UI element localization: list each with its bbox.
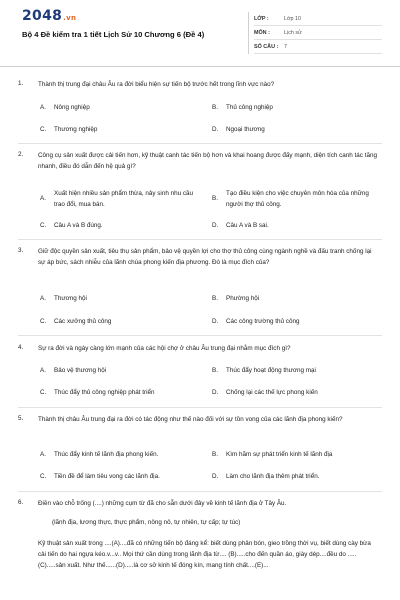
site-logo[interactable]: [22, 8, 76, 24]
question-divider: [18, 335, 382, 336]
option-letter: D.: [212, 318, 219, 325]
question-text: Giữ độc quyền sản xuất, tiêu thụ sản phẩm, bảo vệ quyền lợi cho thợ thủ công cùng ngành nghề và đấu tranh chống lại sự áp bức, sách nhiễu của lãnh chúa phong kiến địa phương. Đó là mục đích của?: [38, 248, 372, 266]
question-number: 2.: [18, 151, 24, 158]
logo-text: 2048: [22, 8, 63, 24]
option-letter: A.: [40, 295, 46, 302]
question-number: 3.: [18, 247, 24, 254]
page-title: Bộ 4 Đề kiểm tra 1 tiết Lịch Sử 10 Chương 6 (Đề 4): [22, 30, 205, 39]
option-text: Thúc đẩy hoạt động thương mại: [226, 367, 316, 374]
question-text: Công cụ sản xuất được cải tiến hơn, kỹ thuật canh tác tiến bộ hơn và khai hoang được đấy mạnh, diện tích canh tác tăng nhanh, điều đó dẫn đến hệ quả gì?: [38, 152, 377, 170]
option-letter: C.: [40, 126, 47, 133]
question-number: 6.: [18, 499, 24, 506]
option-letter: B.: [212, 451, 218, 458]
option-letter: C.: [40, 389, 47, 396]
option-text: Chống lại các thế lực phong kiến: [226, 389, 318, 396]
option-letter: C.: [40, 473, 47, 480]
meta-subject-label: MÔN :: [254, 30, 270, 36]
meta-subject: [254, 28, 382, 40]
question-text: Thành thị trung đại châu Âu ra đời biểu hiện sự tiến bộ trước hết trong lĩnh vực nào?: [38, 81, 275, 88]
option-letter: D.: [212, 222, 219, 229]
meta-class-value: Lớp 10: [284, 16, 302, 22]
option-text: Kìm hãm sự phát triển kinh tế lãnh địa: [226, 451, 333, 458]
question-divider: [18, 407, 382, 408]
option-text: Thúc đẩy kinh tế lãnh địa phong kiến.: [54, 451, 159, 458]
meta-subject-value: Lịch sử: [284, 30, 302, 36]
option-text: Thương nghiệp: [54, 126, 98, 133]
question-divider: [18, 143, 382, 144]
option-letter: B.: [212, 195, 218, 202]
meta-count: [254, 42, 382, 54]
meta-count-value: 7: [284, 44, 287, 50]
option-letter: A.: [40, 451, 46, 458]
option-letter: A.: [40, 104, 46, 111]
option-letter: D.: [212, 389, 219, 396]
option-text: Thủ công nghiệp: [226, 104, 273, 111]
question-text: Sự ra đời và ngày càng lớn mạnh của các hội chợ ở châu Âu trung đại nhằm mục đích gì?: [38, 345, 291, 352]
option-text: Phường hội: [226, 295, 260, 302]
option-text: Xuất hiện nhiều sản phẩm thừa, nảy sinh nhu cầu trao đổi, mua bán.: [54, 190, 193, 208]
option-letter: C.: [40, 222, 47, 229]
option-letter: B.: [212, 295, 218, 302]
question-text: Thành thị châu Âu trung đại ra đời có tác động như thế nào đối với sự tồn vong của các lãnh địa phong kiến?: [38, 416, 343, 423]
option-letter: A.: [40, 367, 46, 374]
question-divider: [18, 491, 382, 492]
page-header: [0, 0, 400, 62]
header-divider: [248, 12, 249, 54]
option-text: Bảo vệ thương hội: [54, 367, 107, 374]
option-text: Thương hội: [54, 295, 87, 302]
option-letter: B.: [212, 367, 218, 374]
option-letter: B.: [212, 104, 218, 111]
option-text: Các xưởng thủ công: [54, 318, 112, 325]
meta-class-label: LỚP :: [254, 16, 269, 22]
fill-in-paragraph: Kỹ thuật sản xuất trong ....(A)....đã có những tiến bộ đáng kể: biết dùng phân bón, gieo trồng thời vụ, biết dùng cày bừa cải tiến do hai ngựa kéo.v...v.. Mọi thứ cần dùng trong lãnh địa từ.... (B).....cho đến quần áo, giày dép....đều do .....(C).....sản xuất. Như thế......(D).....là cơ sở kinh tế đóng kín, mang tính chất....(E)...: [38, 540, 371, 569]
question-number: 1.: [18, 80, 24, 87]
option-text: Tiền đề để làm tiêu vong các lãnh địa.: [54, 473, 160, 480]
meta-count-label: SỐ CÂU :: [254, 44, 279, 50]
word-bank: (lãnh địa, lương thực, thực phẩm, nông nô, tự nhiên, tự cấp; tự túc): [52, 519, 241, 526]
option-text: Làm cho lãnh địa thêm phát triển.: [226, 473, 320, 480]
option-letter: D.: [212, 126, 219, 133]
option-text: Câu A và B đúng.: [54, 222, 103, 229]
question-number: 4.: [18, 344, 24, 351]
option-letter: C.: [40, 318, 47, 325]
option-text: Các công trường thủ công: [226, 318, 300, 325]
logo-suffix: .vn: [63, 14, 77, 22]
header-divider-line: [0, 66, 400, 67]
question-text: Điền vào chỗ trống (....) những cụm từ đã cho sẵn dưới đây về kinh tế lãnh địa ở Tây Âu.: [38, 500, 287, 507]
meta-class: [254, 14, 382, 26]
option-text: Thúc đẩy thủ công nghiệp phát triển: [54, 389, 155, 396]
option-letter: D.: [212, 473, 219, 480]
option-text: Tạo điều kiện cho việc chuyên môn hóa của những người thợ thủ công.: [226, 190, 369, 208]
question-divider: [18, 239, 382, 240]
option-letter: A.: [40, 195, 46, 202]
question-number: 5.: [18, 415, 24, 422]
option-text: Câu A và B sai.: [226, 222, 269, 229]
option-text: Nông nghiệp: [54, 104, 90, 111]
option-text: Ngoại thương: [226, 126, 265, 133]
